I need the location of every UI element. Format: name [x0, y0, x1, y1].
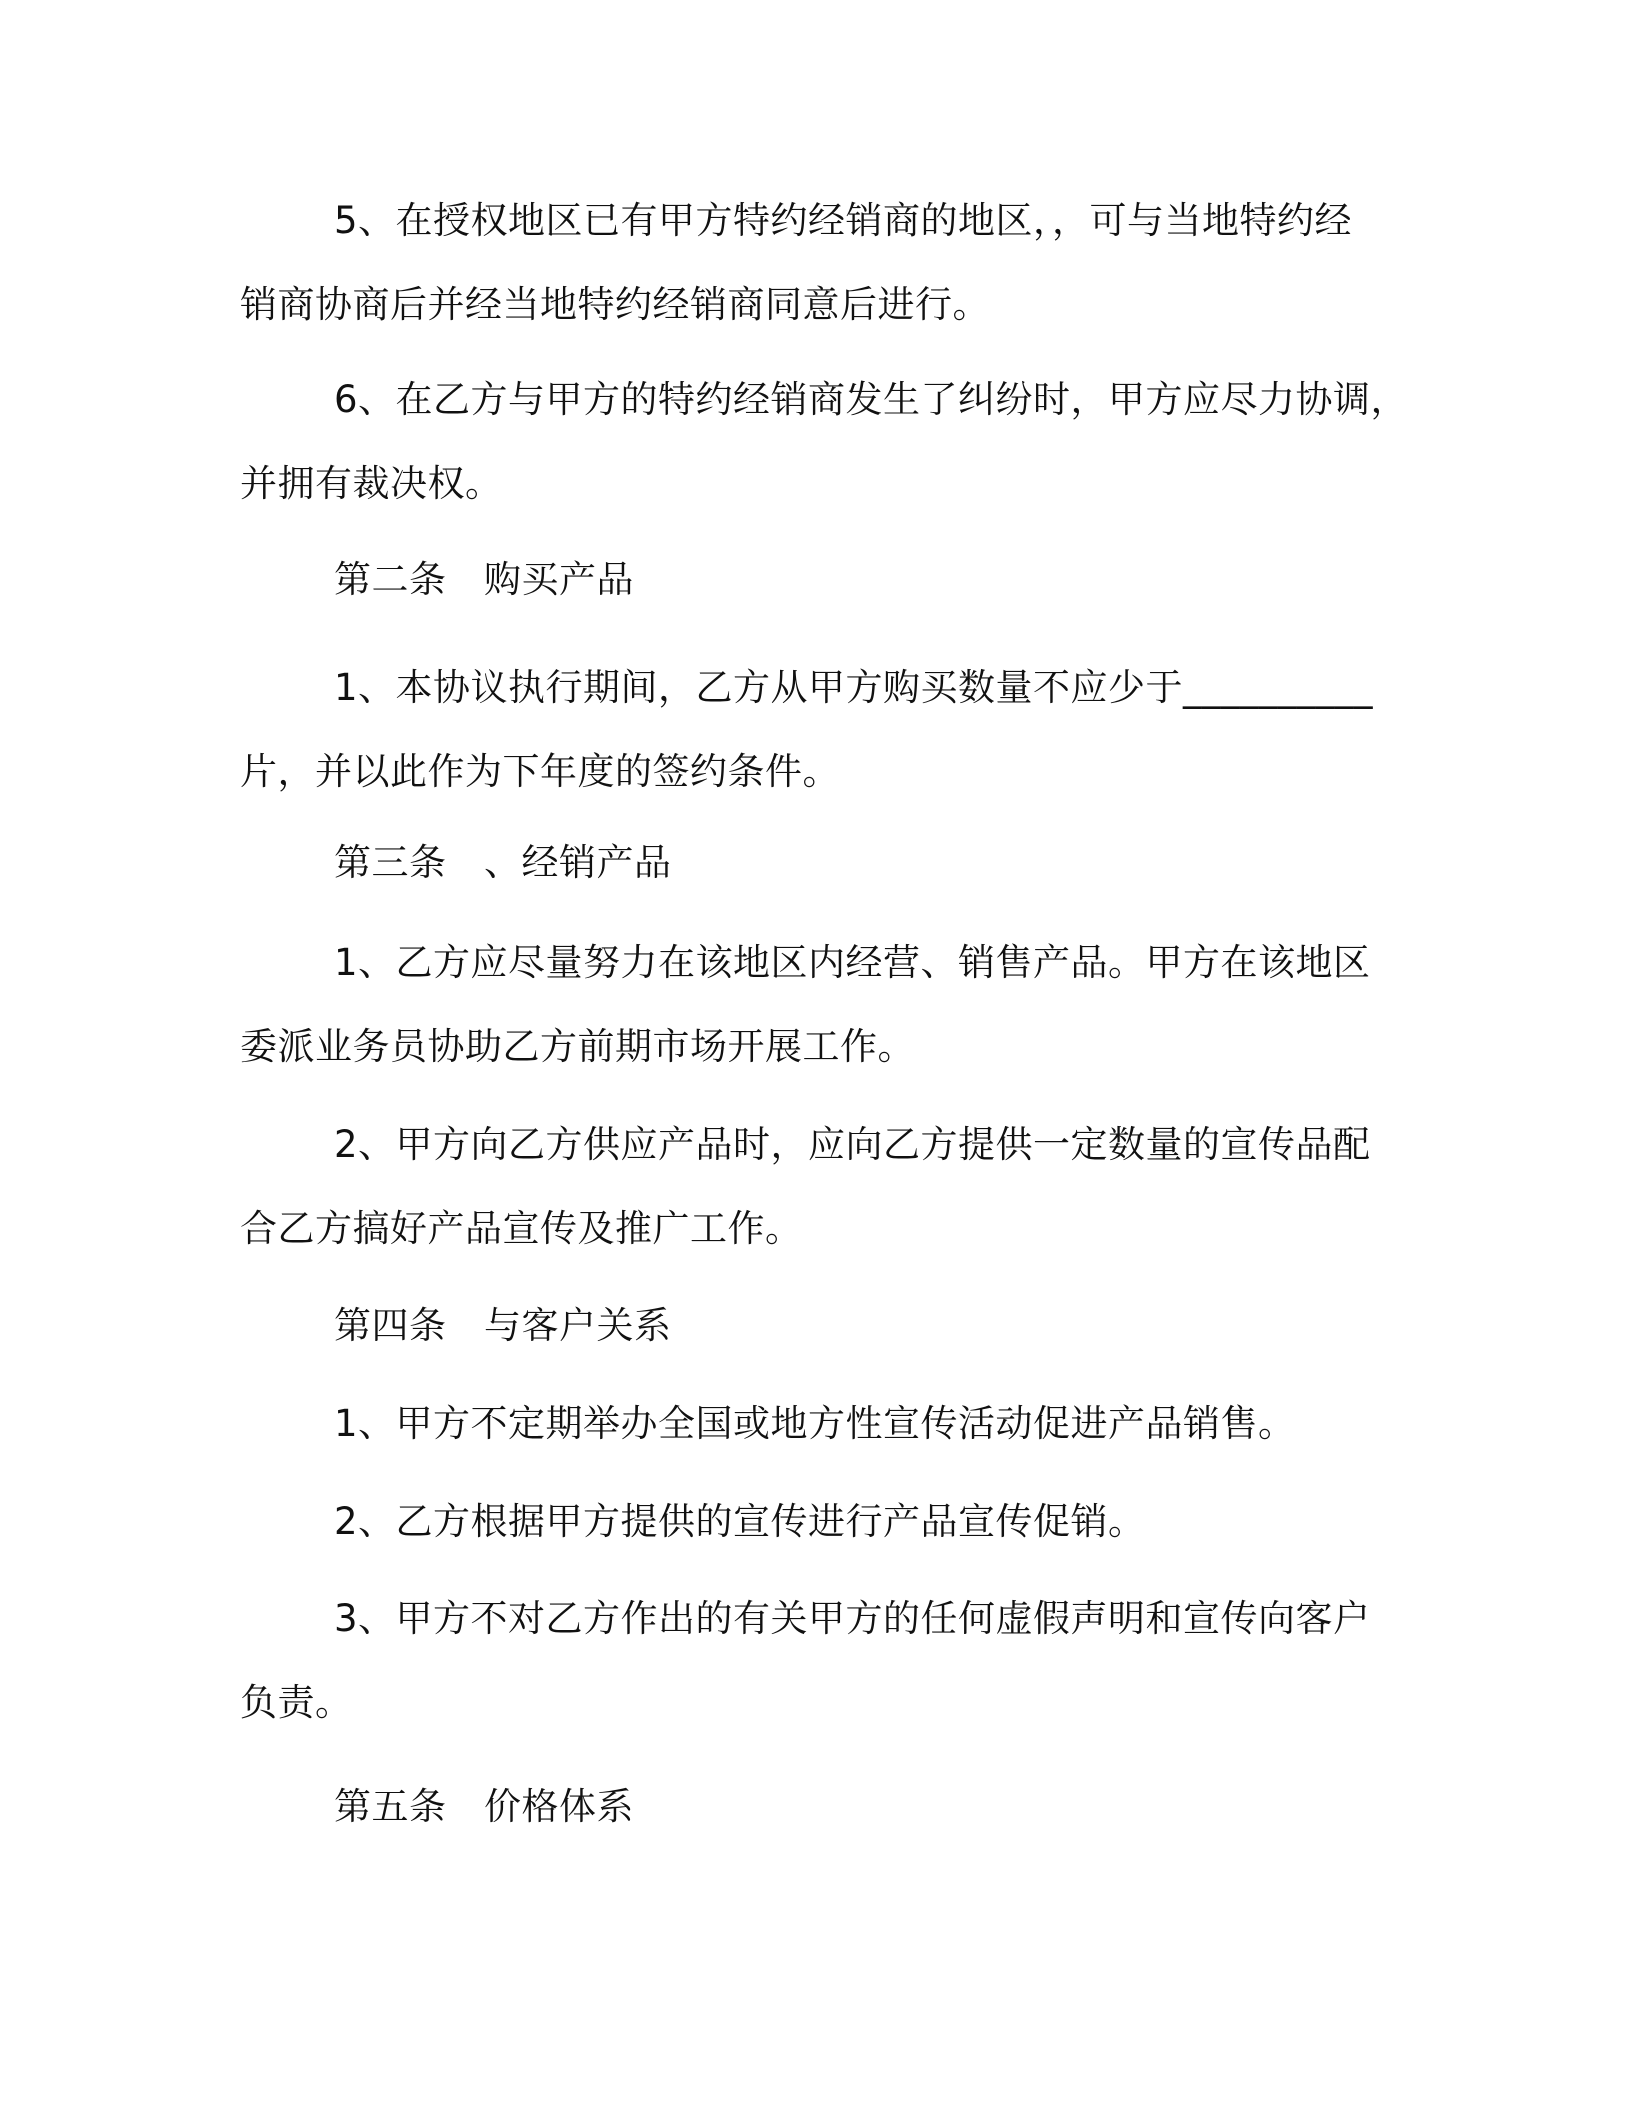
paragraph-clause-6 [240, 358, 1409, 526]
paragraph-line: 1、乙方应尽量努力在该地区内经营、销售产品。甲方在该地区 [334, 941, 1371, 984]
paragraph-line: 3、甲方不对乙方作出的有关甲方的任何虚假声明和宣传向客户 [334, 1597, 1371, 1640]
paragraph-customer-2 [240, 1480, 1405, 1564]
section-heading-text: 第五条 价格体系 [334, 1785, 634, 1828]
paragraph-distribution-1 [240, 921, 1405, 1089]
paragraph-customer-3 [240, 1577, 1405, 1745]
paragraph-line: 合乙方搞好产品宣传及推广工作。 [240, 1207, 803, 1250]
section-heading-text: 第二条 购买产品 [334, 558, 634, 601]
paragraph-line: 2、甲方向乙方供应产品时，应向乙方提供一定数量的宣传品配 [334, 1123, 1371, 1166]
paragraph-line: 6、在乙方与甲方的特约经销商发生了纠纷时，甲方应尽力协调， [334, 378, 1409, 421]
section-heading-text: 第三条 、经销产品 [334, 841, 672, 884]
section-heading-article-2 [240, 538, 1405, 622]
paragraph-line: 5、在授权地区已有甲方特约经销商的地区，，可与当地特约经 [334, 199, 1353, 242]
section-heading-article-3 [240, 821, 1405, 905]
paragraph-line: 销商协商后并经当地特约经销商同意后进行。 [240, 283, 990, 326]
paragraph-purchase-1 [240, 646, 1405, 814]
section-heading-article-4 [240, 1284, 1405, 1368]
section-heading-text: 第四条 与客户关系 [334, 1304, 672, 1347]
paragraph-line: 负责。 [240, 1681, 353, 1724]
section-heading-article-5 [240, 1765, 1405, 1849]
paragraph-line: 委派业务员协助乙方前期市场开展工作。 [240, 1025, 915, 1068]
paragraph-line: 2、乙方根据甲方提供的宣传进行产品宣传促销。 [334, 1500, 1146, 1543]
paragraph-line: 1、甲方不定期举办全国或地方性宣传活动促进产品销售。 [334, 1402, 1296, 1445]
paragraph-distribution-2 [240, 1103, 1405, 1271]
paragraph-line: 1、本协议执行期间，乙方从甲方购买数量不应少于__________ [334, 666, 1374, 709]
paragraph-line: 并拥有裁决权。 [240, 462, 503, 505]
paragraph-customer-1 [240, 1382, 1405, 1466]
paragraph-line: 片，并以此作为下年度的签约条件。 [240, 750, 840, 793]
paragraph-clause-5 [240, 179, 1405, 347]
